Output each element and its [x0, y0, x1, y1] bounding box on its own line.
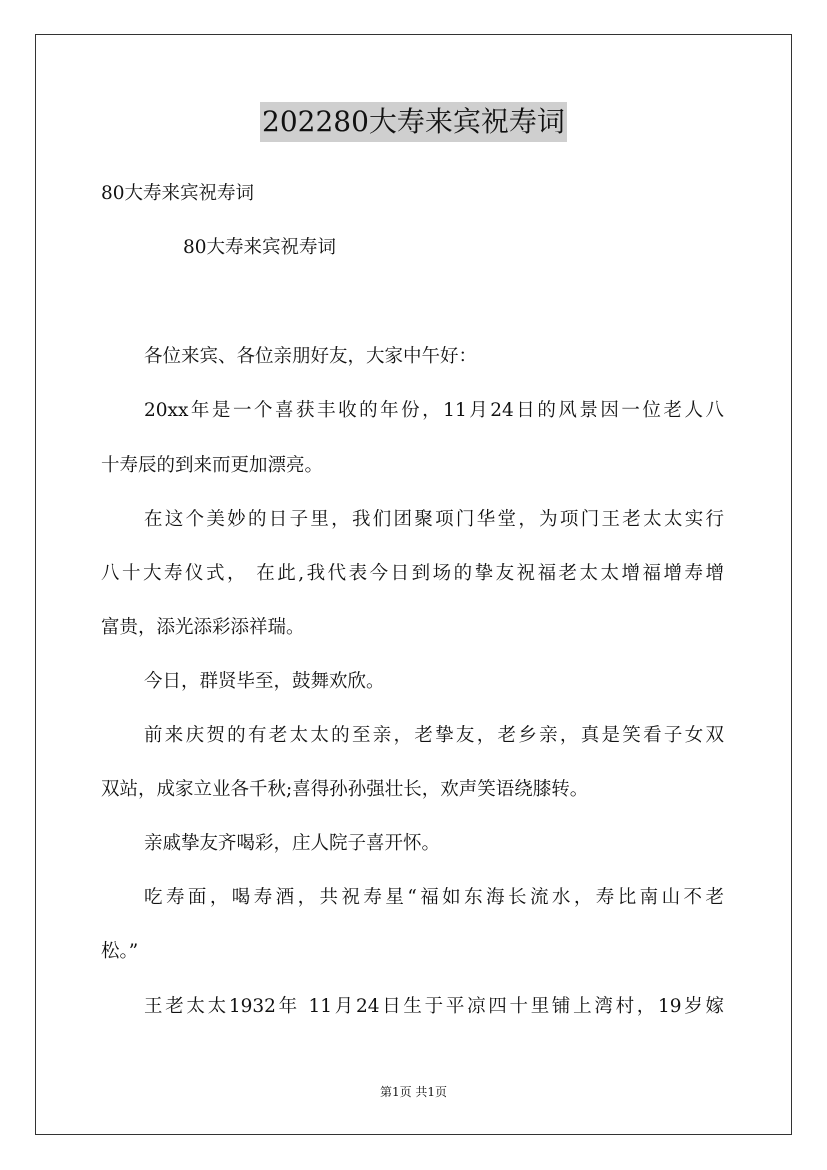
page-number-label: 第1页 共1页 [379, 1085, 448, 1099]
paragraph-line-1: 各位来宾、各位亲朋好友，大家中午好： [144, 346, 478, 367]
document-title: 202280大寿来宾祝寿词 [260, 102, 567, 142]
paragraph-line-8: 前来庆贺的有老太太的至亲，老挚友，老乡亲，真是笑看子女双 [144, 725, 724, 746]
paragraph-line-2: 20xx年是一个喜获丰收的年份，11月24日的风景因一位老人八 [144, 400, 724, 421]
paragraph-line-3: 十寿辰的到来而更加漂亮。 [101, 455, 324, 476]
page-footer [0, 1083, 827, 1100]
paragraph-line-5: 八十大寿仪式， 在此,我代表今日到场的挚友祝福老太太增福增寿增 [101, 563, 724, 584]
subheading-line: 80大寿来宾祝寿词 [183, 237, 337, 258]
paragraph-line-13: 王老太太1932年 11月24日生于平凉四十里铺上湾村，19岁嫁 [144, 996, 724, 1017]
title-container [0, 102, 827, 142]
heading-line: 80大寿来宾祝寿词 [101, 183, 255, 204]
paragraph-line-10: 亲戚挚友齐喝彩，庄人院子喜开怀。 [144, 833, 441, 854]
paragraph-line-6: 富贵，添光添彩添祥瑞。 [101, 617, 305, 638]
paragraph-line-11: 吃寿面，喝寿酒，共祝寿星“福如东海长流水，寿比南山不老 [144, 887, 724, 908]
paragraph-line-7: 今日，群贤毕至，鼓舞欢欣。 [144, 671, 385, 692]
paragraph-line-12: 松。” [101, 941, 139, 962]
paragraph-line-9: 双站，成家立业各千秋;喜得孙孙强壮长，欢声笑语绕膝转。 [101, 779, 589, 800]
paragraph-line-4: 在这个美妙的日子里，我们团聚项门华堂，为项门王老太太实行 [144, 509, 724, 530]
